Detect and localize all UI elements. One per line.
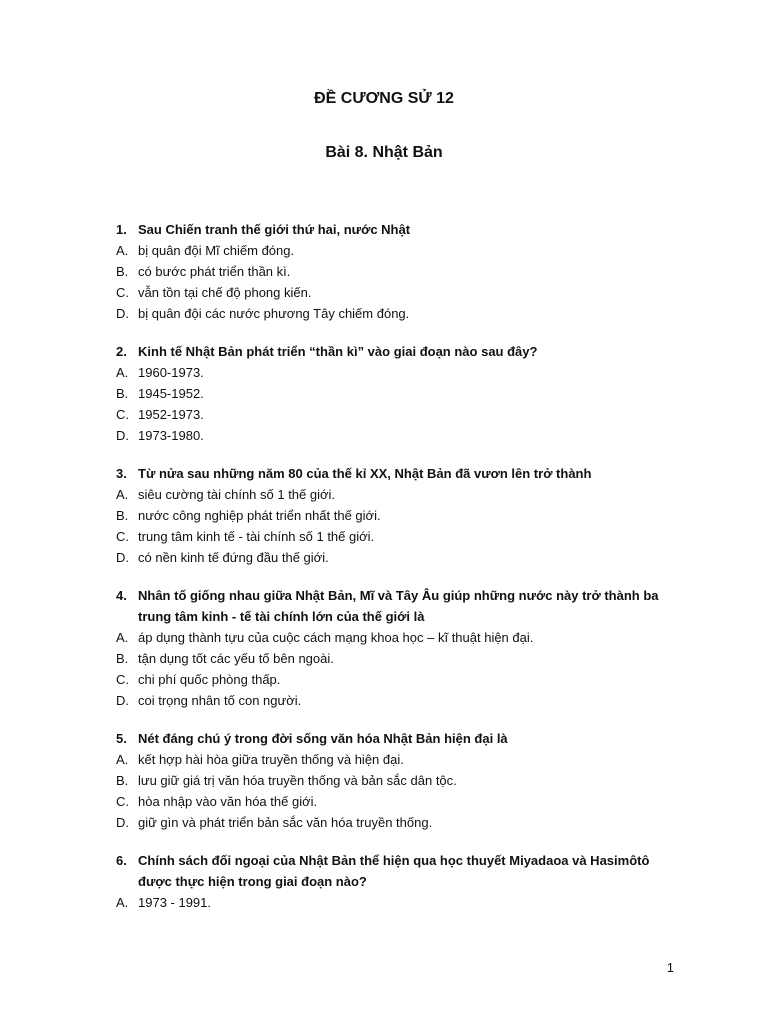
question-text: Từ nửa sau những năm 80 của thế kỉ XX, Nhật Bản đã vươn lên trở thành xyxy=(138,466,592,481)
question-number: 5. xyxy=(116,731,127,746)
option-d xyxy=(116,690,676,711)
option-letter: D. xyxy=(116,550,129,565)
question-5 xyxy=(116,728,676,833)
option-a xyxy=(116,362,676,383)
option-d xyxy=(116,303,676,324)
option-text: trung tâm kinh tế - tài chính số 1 thế giới. xyxy=(138,529,375,544)
question-4 xyxy=(116,585,676,711)
question-stem xyxy=(116,728,676,749)
option-b xyxy=(116,648,676,669)
question-number: 6. xyxy=(116,853,127,868)
option-text: vẫn tồn tại chế độ phong kiến. xyxy=(138,285,312,300)
question-stem xyxy=(116,463,676,484)
question-stem xyxy=(116,341,676,362)
option-letter: B. xyxy=(116,264,129,279)
option-letter: B. xyxy=(116,651,129,666)
option-letter: B. xyxy=(116,773,129,788)
lesson-title: Bài 8. Nhật Bản xyxy=(325,144,443,161)
option-letter: A. xyxy=(116,243,129,258)
question-2 xyxy=(116,341,676,446)
option-c xyxy=(116,404,676,425)
option-letter: C. xyxy=(116,407,129,422)
option-c xyxy=(116,791,676,812)
question-text: Sau Chiến tranh thế giới thứ hai, nước Nhật xyxy=(138,222,411,237)
option-a xyxy=(116,627,676,648)
option-text: giữ gìn và phát triển bản sắc văn hóa truyền thống. xyxy=(138,815,433,830)
option-text: có nền kinh tế đứng đầu thế giới. xyxy=(138,550,329,565)
option-b xyxy=(116,505,676,526)
option-letter: B. xyxy=(116,386,129,401)
question-stem xyxy=(116,219,676,240)
question-number: 2. xyxy=(116,344,127,359)
page-number: 1 xyxy=(666,960,674,975)
option-text: 1960-1973. xyxy=(138,365,204,380)
option-text: 1945-1952. xyxy=(138,386,204,401)
option-letter: D. xyxy=(116,428,129,443)
option-letter: C. xyxy=(116,794,129,809)
option-d xyxy=(116,425,676,446)
question-6 xyxy=(116,850,676,913)
option-b xyxy=(116,770,676,791)
option-letter: D. xyxy=(116,693,129,708)
option-letter: A. xyxy=(116,630,129,645)
option-text: áp dụng thành tựu của cuộc cách mạng khoa học – kĩ thuật hiện đại. xyxy=(138,630,534,645)
option-letter: A. xyxy=(116,365,129,380)
question-number: 3. xyxy=(116,466,127,481)
option-text: 1952-1973. xyxy=(138,407,204,422)
document-title: ĐỀ CƯƠNG SỬ 12 xyxy=(314,90,454,107)
option-letter: A. xyxy=(116,752,129,767)
question-list xyxy=(116,219,676,930)
question-3 xyxy=(116,463,676,568)
option-letter: A. xyxy=(116,487,129,502)
question-text: Kinh tế Nhật Bản phát triển “thần kì” vào giai đoạn nào sau đây? xyxy=(138,344,538,359)
option-letter: C. xyxy=(116,285,129,300)
option-letter: D. xyxy=(116,306,129,321)
option-c xyxy=(116,282,676,303)
option-text: lưu giữ giá trị văn hóa truyền thống và bản sắc dân tộc. xyxy=(138,773,457,788)
option-text: có bước phát triển thần kì. xyxy=(138,264,291,279)
option-a xyxy=(116,749,676,770)
option-text: 1973 - 1991. xyxy=(138,895,212,910)
option-letter: A. xyxy=(116,895,129,910)
option-text: siêu cường tài chính số 1 thế giới. xyxy=(138,487,336,502)
option-b xyxy=(116,261,676,282)
question-text: Nét đáng chú ý trong đời sống văn hóa Nhật Bản hiện đại là xyxy=(138,731,508,746)
question-text: Chính sách đối ngoại của Nhật Bản thể hiện qua học thuyết Miyadaoa và Hasimôtô được thực hiện trong giai đoạn nào? xyxy=(138,853,650,889)
option-c xyxy=(116,526,676,547)
option-a xyxy=(116,240,676,261)
option-letter: C. xyxy=(116,672,129,687)
option-d xyxy=(116,547,676,568)
option-d xyxy=(116,812,676,833)
option-text: kết hợp hài hòa giữa truyền thống và hiện đại. xyxy=(138,752,404,767)
question-stem xyxy=(116,850,676,892)
question-1 xyxy=(116,219,676,324)
option-a xyxy=(116,892,676,913)
option-text: coi trọng nhân tố con người. xyxy=(138,693,302,708)
question-text: Nhân tố giống nhau giữa Nhật Bản, Mĩ và Tây Âu giúp những nước này trở thành ba trung tâm kinh - tế tài chính lớn của thế giới là xyxy=(138,588,659,624)
question-number: 4. xyxy=(116,588,127,603)
option-b xyxy=(116,383,676,404)
option-text: tận dụng tốt các yếu tố bên ngoài. xyxy=(138,651,334,666)
option-letter: C. xyxy=(116,529,129,544)
question-stem xyxy=(116,585,676,627)
option-letter: D. xyxy=(116,815,129,830)
option-a xyxy=(116,484,676,505)
option-text: nước công nghiệp phát triển nhất thế giới. xyxy=(138,508,381,523)
option-text: chi phí quốc phòng thấp. xyxy=(138,672,281,687)
option-text: 1973-1980. xyxy=(138,428,204,443)
option-letter: B. xyxy=(116,508,129,523)
option-text: hòa nhập vào văn hóa thế giới. xyxy=(138,794,318,809)
option-c xyxy=(116,669,676,690)
option-text: bị quân đội Mĩ chiếm đóng. xyxy=(138,243,295,258)
option-text: bị quân đội các nước phương Tây chiếm đóng. xyxy=(138,306,410,321)
question-number: 1. xyxy=(116,222,127,237)
